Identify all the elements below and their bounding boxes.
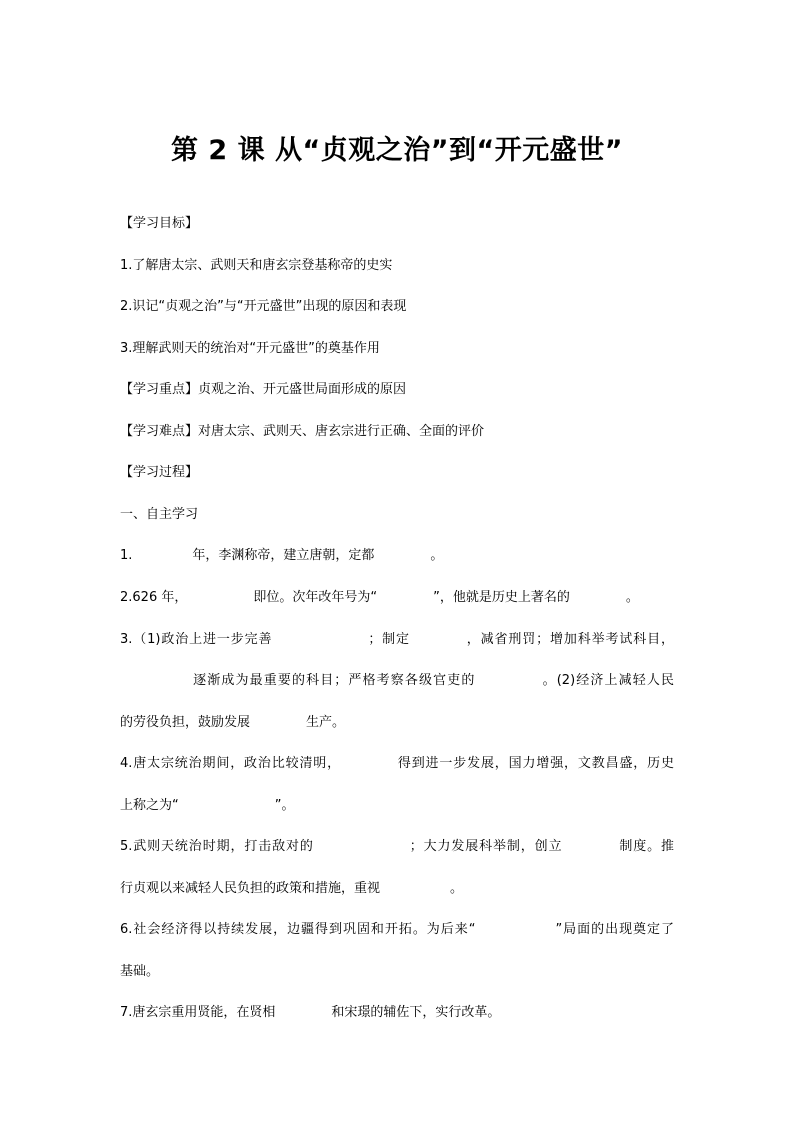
question-4-part-c: 上称之为“ bbox=[120, 798, 179, 813]
process-heading: 【学习过程】 bbox=[120, 465, 199, 480]
question-4-part-d: ”。 bbox=[274, 798, 295, 813]
question-7 bbox=[120, 1004, 500, 1022]
question-3-part-a: 3.（1)政治上进一步完善 bbox=[120, 632, 273, 647]
question-2 bbox=[120, 589, 639, 607]
question-5-part-d: 行贞观以来减轻人民负担的政策和措施，重视 bbox=[120, 881, 381, 896]
question-5-part-b: ；大力发展科举制，创立 bbox=[409, 839, 563, 854]
question-3-part-b: ；制定 bbox=[368, 632, 410, 647]
question-3-part-e: 。(2)经济上减轻人民 bbox=[541, 673, 674, 688]
question-1-part-a: 1. bbox=[120, 548, 133, 563]
question-5-line-1 bbox=[120, 838, 674, 856]
question-5-line-2 bbox=[120, 880, 463, 898]
question-4-line-2 bbox=[120, 797, 295, 815]
key-point: 【学习重点】贞观之治、开元盛世局面形成的原因 bbox=[120, 382, 407, 397]
question-3-part-g: 生产。 bbox=[306, 715, 346, 730]
question-6-line-1 bbox=[120, 921, 674, 939]
question-3-line-1 bbox=[120, 631, 674, 649]
question-3-line-2 bbox=[120, 672, 674, 690]
question-6-line-2: 基础。 bbox=[120, 964, 160, 979]
question-3-part-f: 的劳役负担，鼓励发展 bbox=[120, 715, 251, 730]
question-6-part-b: ”局面的出现奠定了 bbox=[555, 922, 674, 937]
goals-heading: 【学习目标】 bbox=[120, 216, 199, 231]
question-2-part-d: 。 bbox=[625, 590, 639, 605]
question-5-part-e: 。 bbox=[450, 881, 464, 896]
question-1-part-c: 。 bbox=[430, 548, 444, 563]
question-2-part-b: 即位。次年改年号为“ bbox=[253, 590, 378, 605]
question-2-part-a: 2.626 年， bbox=[120, 590, 188, 605]
question-4-line-1 bbox=[120, 755, 674, 773]
goal-3: 3.理解武则天的统治对“开元盛世”的奠基作用 bbox=[120, 341, 380, 356]
question-3-line-3 bbox=[120, 714, 345, 732]
question-3-part-c: ，减省刑罚；增加科举考试科目， bbox=[465, 632, 674, 647]
page-title: 第 2 课 从“贞观之治”到“开元盛世” bbox=[171, 135, 623, 166]
goal-2: 2.识记“贞观之治”与“开元盛世”出现的原因和表现 bbox=[120, 299, 407, 314]
question-2-part-c: ”，他就是历史上著名的 bbox=[433, 590, 570, 605]
self-study-heading: 一、自主学习 bbox=[120, 507, 199, 522]
difficulty: 【学习难点】对唐太宗、武则天、唐玄宗进行正确、全面的评价 bbox=[120, 424, 485, 439]
question-5-part-c: 制度。推 bbox=[618, 839, 674, 854]
goal-1: 1.了解唐太宗、武则天和唐玄宗登基称帝的史实 bbox=[120, 258, 393, 273]
question-7-part-b: 和宋璟的辅佐下，实行改革。 bbox=[331, 1005, 501, 1020]
question-1 bbox=[120, 547, 443, 565]
question-4-part-b: 得到进一步发展，国力增强，文教昌盛，历史 bbox=[397, 756, 674, 771]
question-1-part-b: 年，李渊称帝，建立唐朝，定都 bbox=[192, 548, 375, 563]
question-3-part-d: 逐渐成为最重要的科目；严格考察各级官吏的 bbox=[192, 673, 476, 688]
question-4-part-a: 4.唐太宗统治期间，政治比较清明， bbox=[120, 756, 341, 771]
question-6-part-a: 6.社会经济得以持续发展，边疆得到巩固和开拓。为后来“ bbox=[120, 922, 476, 937]
question-5-part-a: 5.武则天统治时期，打击敌对的 bbox=[120, 839, 314, 854]
question-7-part-a: 7.唐玄宗重用贤能，在贤相 bbox=[120, 1005, 276, 1020]
